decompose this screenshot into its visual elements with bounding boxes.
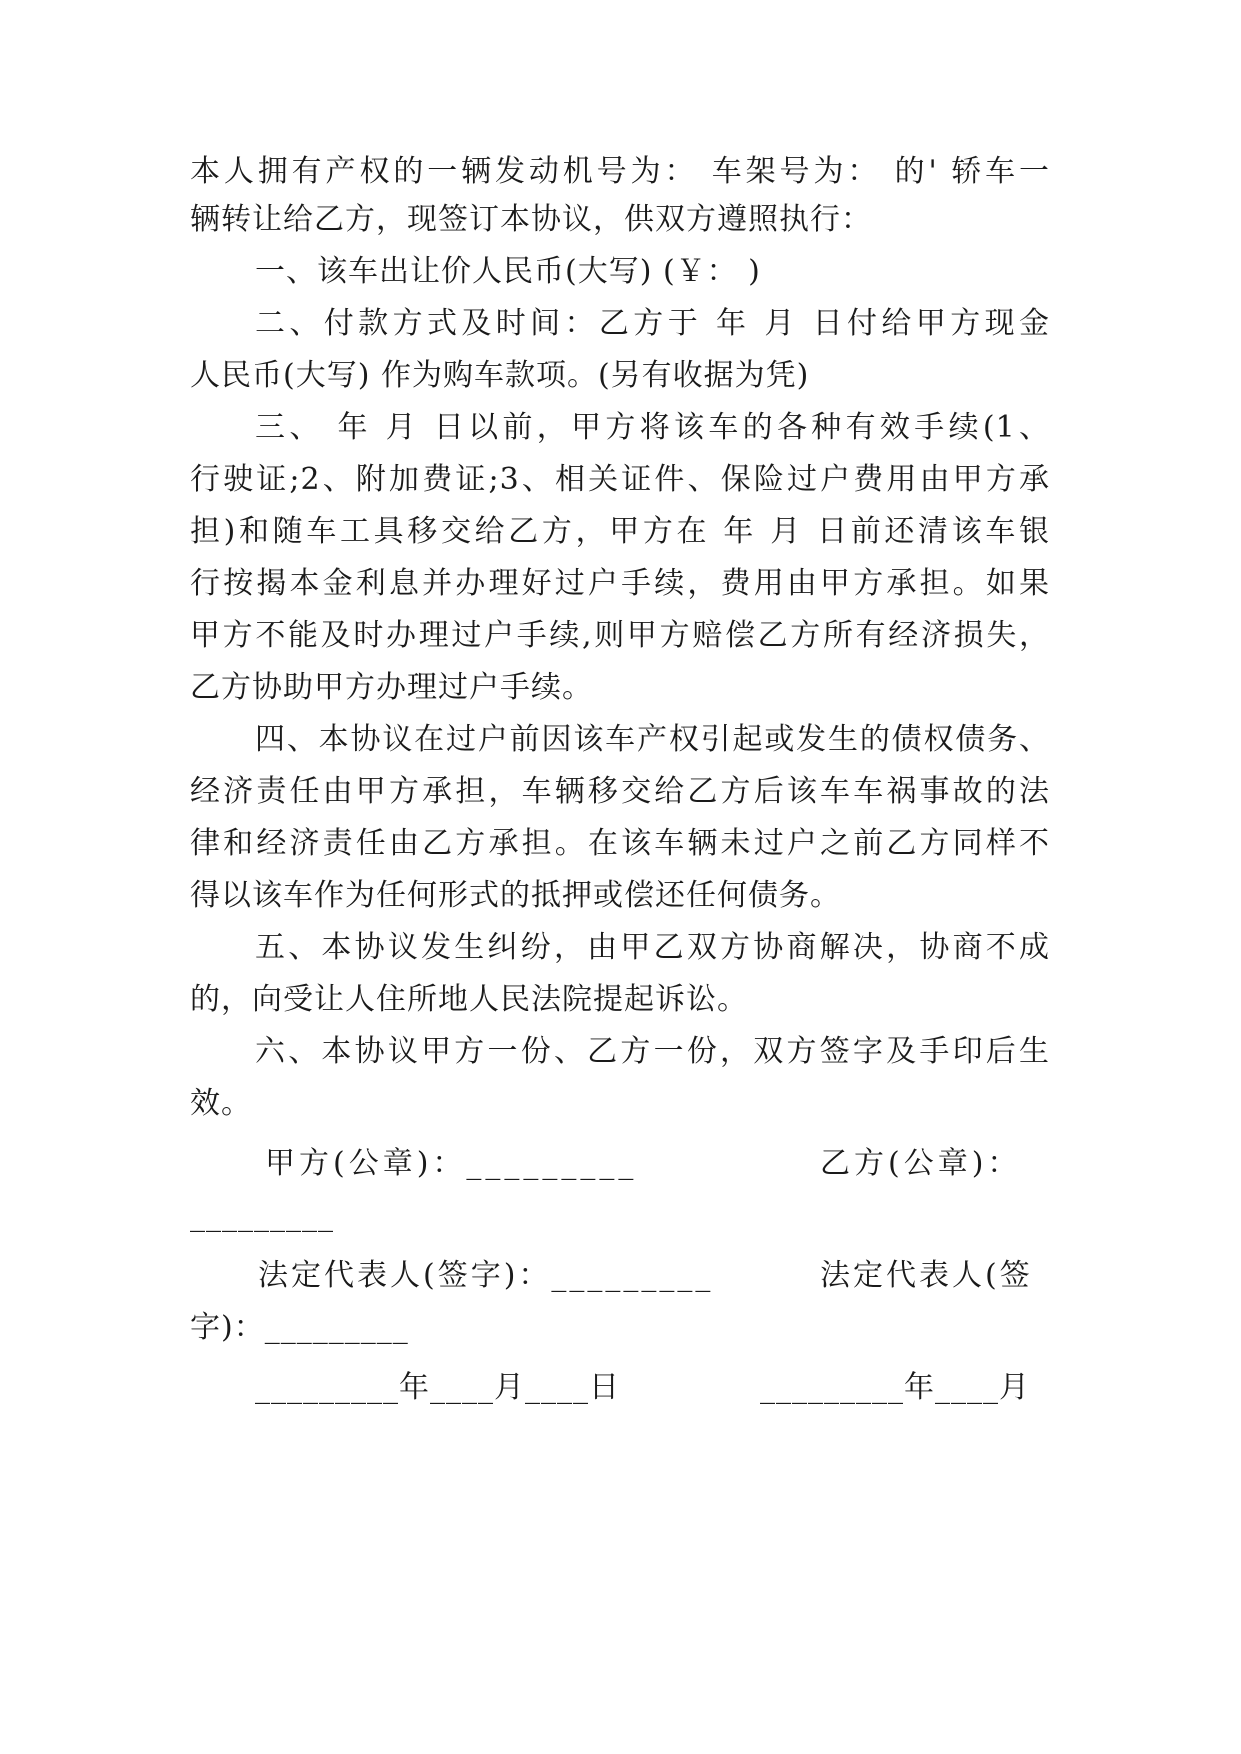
paragraph-line: 行按揭本金利息并办理好过户手续，费用由甲方承担。如果	[190, 566, 1050, 601]
paragraph-line: 乙方协助甲方办理过户手续。	[190, 670, 593, 705]
date-b: _________年____月	[760, 1370, 1030, 1405]
paragraph-line: 律和经济责任由乙方承担。在该车辆未过户之前乙方同样不	[190, 826, 1050, 861]
paragraph-line: 的，向受让人住所地人民法院提起诉讼。	[190, 982, 748, 1017]
paragraph-line: 担)和随车工具移交给乙方，甲方在 年 月 日前还清该车银	[190, 514, 1050, 549]
paragraph-line: 行驶证;2、附加费证;3、相关证件、保险过户费用由甲方承	[190, 462, 1050, 497]
paragraph-line: 人民币(大写) 作为购车款项。(另有收据为凭)	[190, 358, 810, 393]
party-a-seal: 甲方(公章)：_________	[265, 1146, 638, 1181]
paragraph-line: 一、该车出让价人民币(大写) (￥： )	[255, 254, 761, 289]
party-b-seal-line: _________	[190, 1198, 334, 1233]
paragraph-line: 经济责任由甲方承担，车辆移交给乙方后该车车祸事故的法	[190, 774, 1050, 809]
paragraph-line: 二、付款方式及时间：乙方于 年 月 日付给甲方现金	[255, 306, 1050, 341]
paragraph-line: 六、本协议甲方一份、乙方一份，双方签字及手印后生	[255, 1034, 1050, 1069]
paragraph-line: 三、 年 月 日以前，甲方将该车的各种有效手续(1、	[255, 410, 1050, 445]
paragraph-line: 甲方不能及时办理过户手续,则甲方赔偿乙方所有经济损失，	[190, 618, 1050, 653]
party-b-seal: 乙方(公章)：	[820, 1146, 1022, 1181]
rep-b-signature-cont: 字)：_________	[190, 1310, 409, 1345]
paragraph-line: 效。	[190, 1086, 252, 1121]
paragraph-line: 辆转让给乙方，现签订本协议，供双方遵照执行：	[190, 202, 872, 237]
date-a: _________年____月____日	[255, 1370, 620, 1405]
paragraph-line: 得以该车作为任何形式的抵押或偿还任何债务。	[190, 878, 841, 913]
paragraph-line: 五、本协议发生纠纷，由甲乙双方协商解决，协商不成	[255, 930, 1050, 965]
rep-b-signature: 法定代表人(签	[820, 1258, 1033, 1293]
paragraph-line: 本人拥有产权的一辆发动机号为： 车架号为： 的' 轿车一	[190, 154, 1050, 189]
rep-a-signature: 法定代表人(签字)：_________	[258, 1258, 714, 1293]
paragraph-line: 四、本协议在过户前因该车产权引起或发生的债权债务、	[255, 722, 1050, 757]
